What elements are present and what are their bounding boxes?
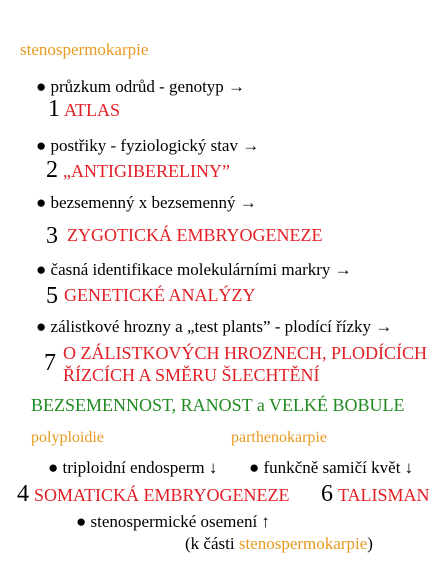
- bullet-funkcne-samici-kvet: ● funkčně samičí květ ↓: [249, 458, 414, 477]
- item-number-2: 2: [46, 157, 58, 183]
- item-number-6: 6: [321, 481, 333, 507]
- result-talisman: TALISMAN: [338, 485, 430, 505]
- bullet-triploidni-endosperm: ● triploidní endosperm ↓: [48, 458, 218, 477]
- item-number-5: 5: [46, 283, 58, 309]
- item-number-3: 3: [46, 223, 58, 249]
- bullet-bezsemenny: ● bezsemenný x bezsemenný →: [36, 193, 257, 212]
- bullet-pruzkum-odrud: ● průzkum odrůd - genotyp →: [36, 77, 246, 96]
- footer-note-suffix: ): [367, 534, 373, 553]
- result-zygoticka-embryogeneze: ZYGOTICKÁ EMBRYOGENEZE: [67, 225, 323, 245]
- label-polyploidie: polyploidie: [31, 429, 104, 446]
- result-zalistkove-line1: O ZÁLISTKOVÝCH HROZNECH, PLODÍCÍCH: [63, 343, 427, 363]
- label-parthenokarpie: parthenokarpie: [231, 429, 327, 446]
- item-number-4: 4: [17, 481, 29, 507]
- bullet-casna-identifikace: ● časná identifikace molekulárními markry →: [36, 260, 352, 279]
- footer-note: [185, 535, 373, 552]
- item-number-1: 1: [48, 96, 60, 122]
- bullet-zalistkove-hrozny: ● zálistkové hrozny a „test plants” - plodící řízky →: [36, 317, 393, 336]
- result-zalistkove-line2: ŘÍZCÍCH A SMĚRU ŠLECHTĚNÍ: [63, 365, 320, 385]
- footer-note-prefix: (k části: [185, 534, 239, 553]
- item-number-7: 7: [44, 350, 56, 376]
- bullet-stenospermicke-oseneni: ● stenospermické osemení ↑: [76, 512, 270, 531]
- result-antigibereliny: „ANTIGIBERELINY”: [63, 161, 230, 181]
- heading-stenospermokarpie: stenospermokarpie: [20, 40, 149, 59]
- result-somaticka-embryogeneze: SOMATICKÁ EMBRYOGENEZE: [34, 485, 290, 505]
- result-atlas: ATLAS: [64, 100, 121, 120]
- footer-note-stenospermokarpie: stenospermokarpie: [238, 534, 368, 553]
- result-geneticke-analyzy: GENETICKÉ ANALÝZY: [64, 285, 256, 305]
- summary-bezsemennost: BEZSEMENNOST, RANOST a VELKÉ BOBULE: [31, 395, 405, 415]
- bullet-postriky: ● postřiky - fyziologický stav →: [36, 136, 260, 155]
